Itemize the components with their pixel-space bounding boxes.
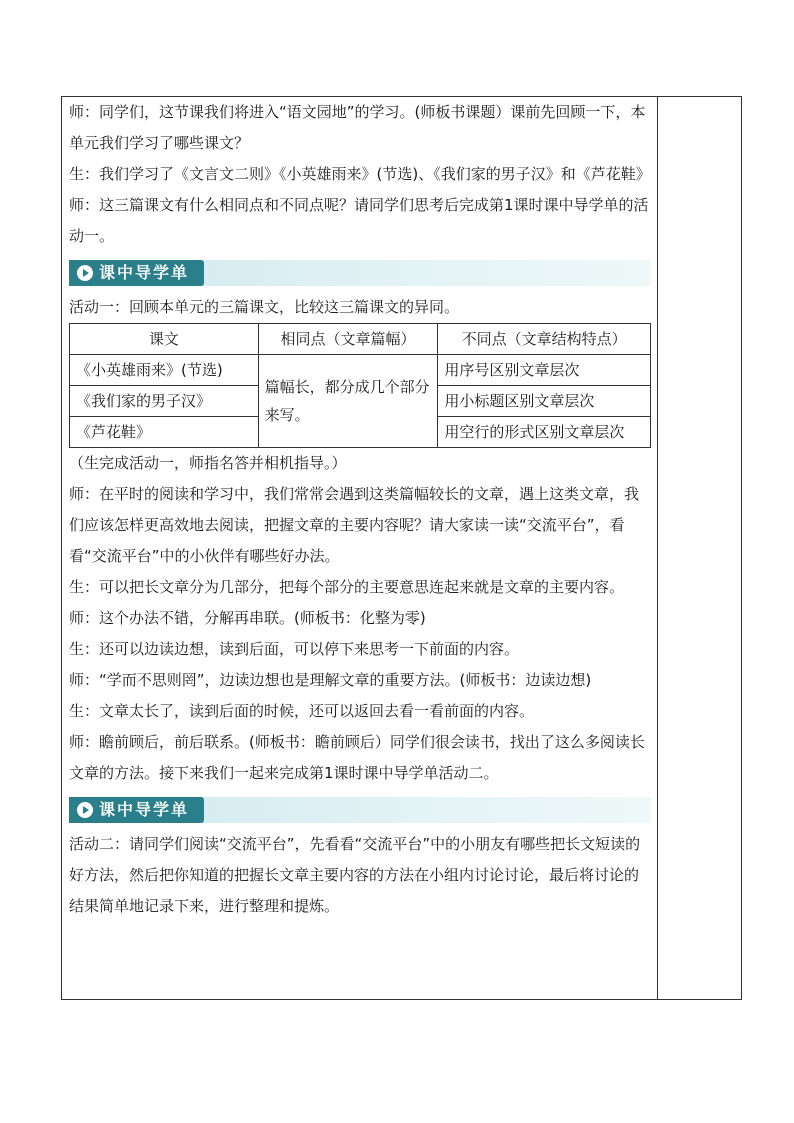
section-banner xyxy=(69,260,651,286)
comparison-table xyxy=(69,323,651,448)
table-row xyxy=(70,355,651,386)
play-icon xyxy=(77,802,93,818)
paragraph: 师：瞻前顾后，前后联系。(师板书：瞻前顾后）同学们很会读书，找出了这么多阅读长文章的方法。接下来我们一起来完成第1课时课中导学单活动二。 xyxy=(69,733,645,782)
cell-diff: 用序号区别文章层次 xyxy=(438,355,651,386)
paragraph: 师：同学们，这节课我们将进入“语文园地”的学习。(师板书课题）课前先回顾一下，本单元我们学习了哪些课文？ xyxy=(69,103,646,152)
banner-label: 课中导学单 xyxy=(99,800,190,819)
cell-common: 篇幅长，都分成几个部分来写。 xyxy=(258,355,438,448)
paragraph: 生：文章太长了，读到后面的时候，还可以返回去看一看前面的内容。 xyxy=(69,702,535,720)
header-diff: 不同点（文章结构特点） xyxy=(438,324,651,355)
cell-text: 《我们家的男子汉》 xyxy=(70,386,259,417)
header-text: 课文 xyxy=(70,324,259,355)
paragraph: 师：这个办法不错，分解再串联。(师板书：化整为零) xyxy=(69,609,426,627)
column-divider xyxy=(657,97,658,999)
paragraph: 生：可以把长文章分为几部分，把每个部分的主要意思连起来就是文章的主要内容。 xyxy=(69,578,625,596)
cell-text: 《芦花鞋》 xyxy=(70,417,259,448)
paragraph: 生：还可以边读边想，读到后面，可以停下来思考一下前面的内容。 xyxy=(69,640,520,658)
lesson-table xyxy=(61,96,742,1000)
banner-tab xyxy=(69,797,204,823)
play-icon xyxy=(77,265,93,281)
paragraph: 师：这三篇课文有什么相同点和不同点呢？请同学们思考后完成第1课时课中导学单的活动一。 xyxy=(69,196,649,245)
lesson-content xyxy=(69,97,651,922)
activity2-text: 活动二：请同学们阅读“交流平台”，先看看“交流平台”中的小朋友有哪些把长文短读的好方法，然后把你知道的把握长文章主要内容的方法在小组内讨论讨论，最后将讨论的结果简单地记录下来，进行整理和提炼。 xyxy=(69,835,641,915)
paragraph: 生：我们学习了《文言文二则》《小英雄雨来》(节选)、《我们家的男子汉》和《芦花鞋》 xyxy=(69,165,651,183)
header-common: 相同点（文章篇幅） xyxy=(258,324,438,355)
section-banner xyxy=(69,797,651,823)
paragraph: 师：“学而不思则罔”，边读边想也是理解文章的重要方法。(师板书：边读边想) xyxy=(69,671,592,689)
paragraph: （生完成活动一，师指名答并相机指导。） xyxy=(69,454,347,472)
banner-label: 课中导学单 xyxy=(99,263,190,282)
cell-text: 《小英雄雨来》(节选) xyxy=(70,355,259,386)
table-header-row xyxy=(70,324,651,355)
banner-tab xyxy=(69,260,204,286)
cell-diff: 用小标题区别文章层次 xyxy=(438,386,651,417)
activity1-title: 活动一：回顾本单元的三篇课文，比较这三篇课文的异同。 xyxy=(69,298,460,316)
paragraph: 师：在平时的阅读和学习中，我们常常会遇到这类篇幅较长的文章，遇上这类文章，我们应该怎样更高效地去阅读，把握文章的主要内容呢？请大家读一读“交流平台”，看看“交流平台”中的小伙伴有哪些好办法。 xyxy=(69,485,640,565)
cell-diff: 用空行的形式区别文章层次 xyxy=(438,417,651,448)
